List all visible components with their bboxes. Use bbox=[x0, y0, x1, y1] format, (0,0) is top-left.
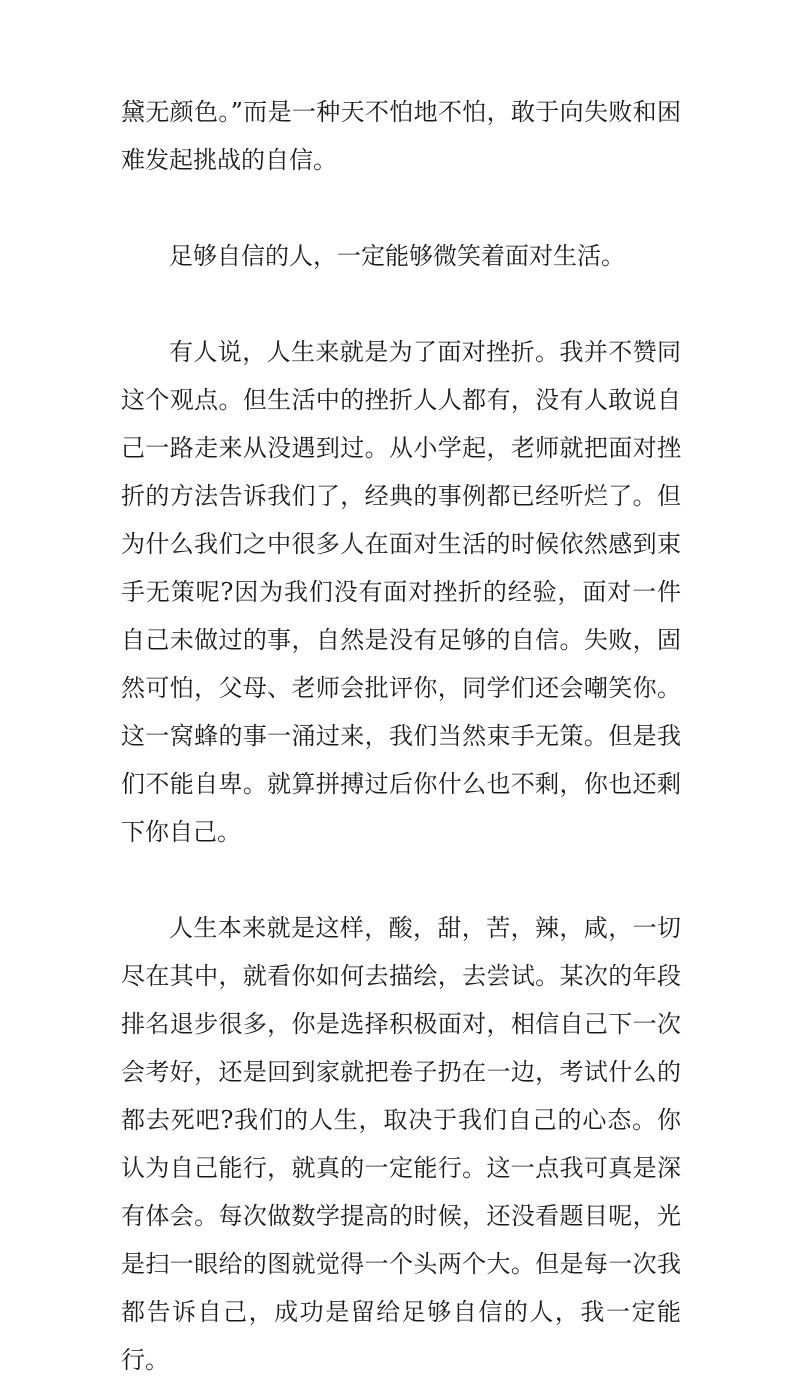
page-text-body bbox=[121, 88, 681, 1384]
paragraph-life-flavors: 人生本来就是这样，酸，甜，苦，辣，咸，一切尽在其中，就看你如何去描绘，去尝试。某次的年段排名退步很多，你是选择积极面对，相信自己下一次会考好，还是回到家就把卷子扔在一边，考试什么的都去死吧?我们的人生，取决于我们自己的心态。你认为自己能行，就真的一定能行。这一点我可真是深有体会。每次做数学提高的时候，还没看题目呢，光是扫一眼给的图就觉得一个头两个大。但是每一次我都告诉自己，成功是留给足够自信的人，我一定能行。 bbox=[121, 914, 681, 1374]
paragraph-smile-at-life: 足够自信的人，一定能够微笑着面对生活。 bbox=[169, 242, 625, 270]
paragraph-continuation: 黛无颜色。”而是一种天不怕地不怕，敢于向失败和困难发起挑战的自信。 bbox=[121, 98, 681, 174]
paragraph-facing-setbacks: 有人说，人生来就是为了面对挫折。我并不赞同这个观点。但生活中的挫折人人都有，没有人敢说自己一路走来从没遇到过。从小学起，老师就把面对挫折的方法告诉我们了，经典的事例都已经听烂了。但为什么我们之中很多人在面对生活的时候依然感到束手无策呢?因为我们没有面对挫折的经验，面对一件自己未做过的事，自然是没有足够的自信。失败，固然可怕，父母、老师会批评你，同学们还会嘲笑你。这一窝蜂的事一涌过来，我们当然束手无策。但是我们不能自卑。就算拼搏过后你什么也不剩，你也还剩下你自己。 bbox=[121, 338, 681, 846]
